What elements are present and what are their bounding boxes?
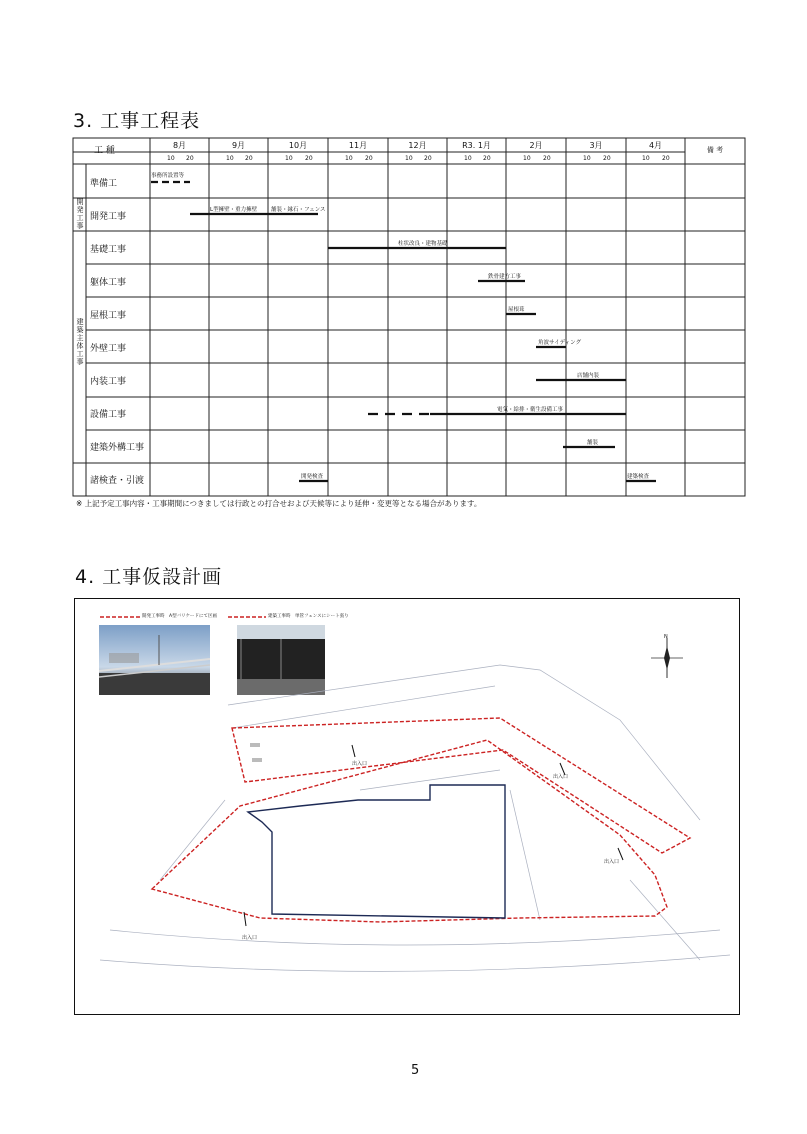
bar-label: 鉄骨建方工事 — [488, 274, 522, 280]
building-fence-main — [152, 740, 667, 922]
row-label: 内装工事 — [90, 377, 127, 387]
row-label: 準備工 — [90, 179, 118, 189]
row-label: 開発工事 — [90, 212, 127, 222]
header-month: 8月 — [172, 141, 187, 150]
header-month: 2月 — [529, 141, 543, 150]
header-month: 9月 — [231, 141, 246, 150]
compass-label: N — [664, 634, 668, 640]
group-label: 開発工事 — [76, 198, 84, 230]
entrance-label: 出入口 — [242, 935, 258, 941]
bar-label: 屋根葺 — [508, 307, 525, 313]
header-month: 11月 — [348, 141, 368, 150]
entrance-label: 出入口 — [553, 774, 569, 780]
row-label: 躯体工事 — [90, 278, 127, 288]
bar-label: 柱状改良・建物基礎 — [398, 241, 448, 247]
row-label: 外壁工事 — [90, 344, 127, 354]
header-month: 12月 — [408, 141, 427, 150]
entrance-label: 出入口 — [604, 859, 620, 865]
bar-label: 電気・給排・衛生設備工事 — [497, 407, 564, 413]
legend-label: 建築工事時 単管フェンスにシート張り — [268, 614, 349, 619]
row-label: 屋根工事 — [90, 311, 127, 321]
bar-label: 店舗内装 — [577, 373, 600, 379]
header-month: 10月 — [288, 141, 308, 150]
group-label: 建築主体工事 — [76, 318, 84, 366]
page-number: 5 — [411, 1063, 420, 1078]
header-month: 3月 — [589, 141, 603, 150]
bar-label: 事務所設置等 — [151, 173, 185, 179]
bar-label: 舗装 — [587, 440, 599, 446]
section-3-title: 3. 工事工程表 — [73, 110, 201, 132]
legend-label: 開発工事時 A型バリケードにて区画 — [142, 614, 217, 619]
header-month: R3. 1月 — [462, 141, 491, 150]
entrance-label: 出入口 — [352, 761, 368, 767]
bar-label: L型擁壁・重力擁壁 — [210, 207, 258, 213]
schedule-footnote: ※ 上記予定工事内容・工事期間につきましては行政との打合せおよび天候等により延伸・変更等となる場合があります。 — [76, 499, 482, 508]
section-4-title: 4. 工事仮設計画 — [75, 566, 223, 588]
row-label: 諸検査・引渡 — [90, 476, 145, 486]
bar-label: 建築検査 — [627, 474, 650, 480]
bar-label: 舗装・縁石・フェンス — [271, 207, 326, 213]
header-remarks: 備 考 — [706, 146, 724, 154]
building-outline — [248, 785, 505, 918]
row-label: 基礎工事 — [90, 245, 127, 255]
header-month: 4月 — [648, 141, 663, 150]
bar-label: 開発検査 — [301, 474, 324, 480]
row-label: 設備工事 — [90, 410, 127, 420]
bar-label: 角波サイディング — [538, 340, 582, 346]
header-category: 工 種 — [94, 146, 115, 156]
row-label: 建築外構工事 — [90, 443, 145, 453]
